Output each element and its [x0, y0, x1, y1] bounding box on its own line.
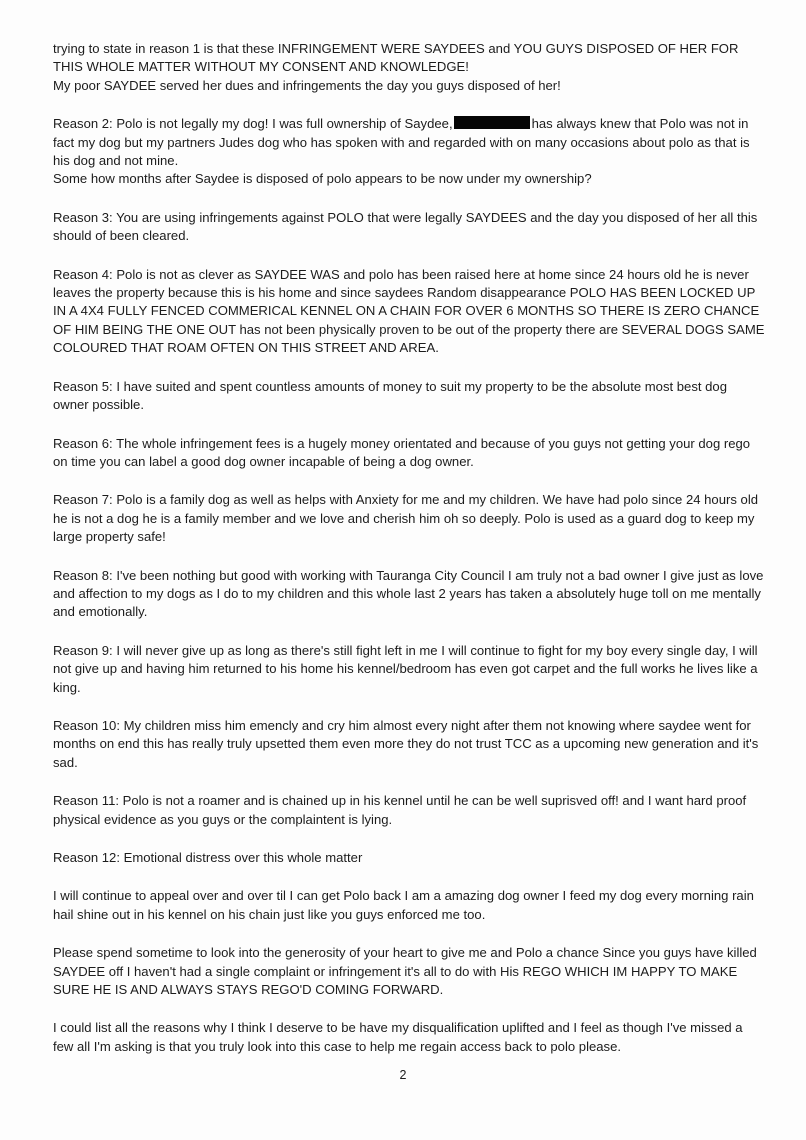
- redaction-bar: [454, 116, 530, 129]
- paragraph-line: trying to state in reason 1 is that these INFRINGEMENT WERE SAYDEES and YOU GUYS DISPOSED OF HER FOR THIS WHOLE MATTER WITHOUT MY CONSENT AND KNOWLEDGE!: [53, 41, 739, 75]
- paragraph-reason-9: Reason 9: I will never give up as long as there's still fight left in me I will continue to fight for my boy every single day, I will not give up and having him returned to his home his kennel/bedroom has even got carpet and the full works he lives like a king.: [53, 642, 758, 695]
- paragraph-reason-3: Reason 3: You are using infringements against POLO that were legally SAYDEES and the day you disposed of her all this should of been cleared.: [53, 209, 758, 244]
- paragraph-reason-5: Reason 5: I have suited and spent countless amounts of money to suit my property to be the absolute most best dog owner possible.: [53, 378, 727, 413]
- paragraph-line: My poor SAYDEE served her dues and infringements the day you guys disposed of her!: [53, 77, 561, 93]
- paragraph-reason-12: Reason 12: Emotional distress over this whole matter: [53, 850, 363, 865]
- paragraph-reason-11: Reason 11: Polo is not a roamer and is chained up in his kennel until he can be well suprisved off! and I want hard proof physical evidence as you guys or the complaintent is lying.: [53, 793, 747, 827]
- paragraph-reason-2: [53, 115, 765, 189]
- page-number: 2: [399, 1068, 407, 1082]
- paragraph-reason-7: Reason 7: Polo is a family dog as well as helps with Anxiety for me and my children. We have had polo since 24 hours old he is not a dog he is a family member and we love and cherish him oh so deeply. Polo is used as a guard dog to keep my large property safe!: [53, 492, 759, 545]
- paragraph-reason-4: Reason 4: Polo is not as clever as SAYDEE WAS and polo has been raised here at home since 24 hours old he is never leaves the property because this is his home and since saydees Random disappearance POLO HAS BEEN LOCKED UP IN A 4X4 FULLY FENCED COMMERICAL KENNEL ON A CHAIN FOR OVER 6 MONTHS SO THERE IS ZERO CHANCE OF HIM BEING THE ONE OUT has not been physically proven to be out of the property there are SEVERAL DOGS SAME COLOURED THAT ROAM OFTEN ON THIS STREET AND AREA.: [53, 266, 765, 356]
- reason-2-text-start: Reason 2: Polo is not legally my dog! I was full ownership of Saydee,: [53, 116, 453, 132]
- paragraph-reason-1-continued: [53, 40, 765, 95]
- reason-2-text-end: has always knew that Polo was not in fact my dog but my partners Judes dog who has spoken with and regarded with on many occasions about polo as that is his dog and not mine.: [53, 116, 750, 169]
- letter-body: [53, 40, 765, 1076]
- paragraph-closing: I could list all the reasons why I think I deserve to be have my disqualification uplifted and I feel as though I've missed a few all I'm asking is that you truly look into this case to help me regain access back to polo please.: [53, 1020, 743, 1054]
- reason-2-followup: Some how months after Saydee is disposed of polo appears to be now under my ownership?: [53, 171, 592, 187]
- paragraph-appeal-statement: I will continue to appeal over and over til I can get Polo back I am a amazing dog owner I feed my dog every morning rain hail shine out in his kennel on his chain just like you guys enforced me too.: [53, 888, 754, 922]
- paragraph-reason-8: Reason 8: I've been nothing but good with working with Tauranga City Council I am truly not a bad owner I give just as love and affection to my dogs as I do to my children and this whole last 2 years has taken a absolutely huge toll on me mentally and emotionally.: [53, 567, 764, 620]
- paragraph-request: Please spend sometime to look into the generosity of your heart to give me and Polo a chance Since you guys have killed SAYDEE off I haven't had a single complaint or infringement it's all to do with His REGO WHICH IM HAPPY TO MAKE SURE HE IS AND ALWAYS STAYS REGO'D COMING FORWARD.: [53, 945, 757, 998]
- paragraph-reason-6: Reason 6: The whole infringement fees is a hugely money orientated and because of you guys not getting your dog rego on time you can label a good dog owner incapable of being a dog owner.: [53, 435, 751, 469]
- paragraph-reason-10: Reason 10: My children miss him emencly and cry him almost every night after them not knowing where saydee went for months on end this has really truly upsetted them even more they do not trust TCC as a upcoming new generation and it's sad.: [53, 717, 759, 770]
